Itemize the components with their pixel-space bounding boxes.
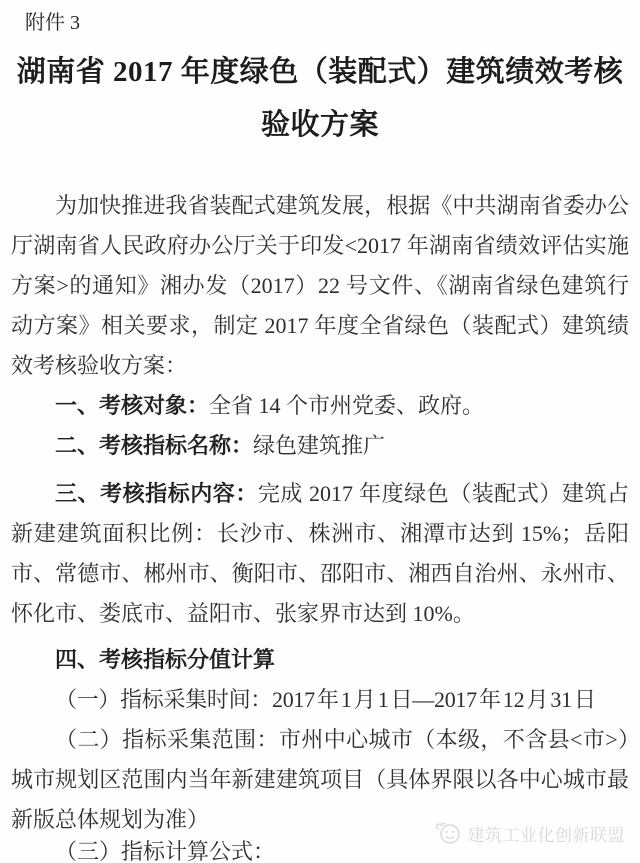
section-2-indicator-name [11,426,629,466]
sub-item-1-collection-time: （一）指标采集时间：2017 年 1 月 1 日—2017 年 12 月 31 日 [55,687,596,712]
section-1-assessment-target [11,386,629,426]
attachment-label: 附件 3 [25,12,80,34]
section-1-label: 一、考核对象： [55,393,210,418]
document-title-line1: 湖南省 2017 年度绿色（装配式）建筑绩效考核 [16,56,624,88]
watermark-text: 建筑工业化创新联盟 [467,825,625,845]
section-3-label: 三、考核指标内容： [55,481,258,506]
section-3-text: 完成 2017 年度绿色（装配式）建筑占新建建筑面积比例：长沙市、株洲市、湘潭市达到 15%；岳阳市、常德市、郴州市、衡阳市、邵阳市、湘西自治州、永州市、怀化市、娄底市、益阳市、张家界市达到 10%。 [11,481,629,626]
section-4-heading: 四、考核指标分值计算 [55,647,276,672]
section-2-label: 二、考核指标名称： [55,433,254,458]
sub-item-3-calculation-formula: （三）指标计算公式： [55,839,276,863]
document-title-line2: 验收方案 [260,109,379,141]
intro-paragraph: 为加快推进我省装配式建筑发展，根据《中共湖南省委办公厅湖南省人民政府办公厅关于印发<2017 年湖南省绩效评估实施方案>的通知》湘办发（2017）22 号文件、《湖南省绿色建筑行动方案》相关要求，制定 2017 年度全省绿色（装配式）建筑绩效考核验收方案： [11,193,629,378]
sub-item-2-collection-scope: （二）指标采集范围：市州中心城市（本级，不含县<市>）城市规划区范围内当年新建建筑项目（具体界限以各中心城市最新版总体规划为准） [11,727,629,832]
section-2-text: 绿色建筑推广 [253,433,386,458]
document-title [11,46,629,152]
section-3-indicator-content [11,474,629,634]
section-1-text: 全省 14 个市州党委、政府。 [209,393,485,418]
